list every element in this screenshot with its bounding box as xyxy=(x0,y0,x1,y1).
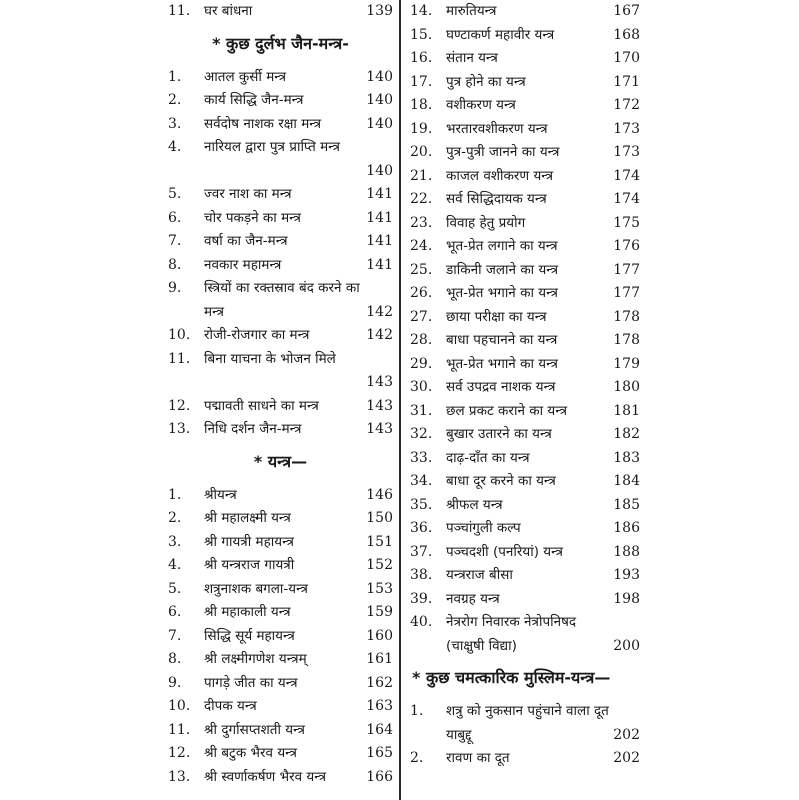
toc-entry xyxy=(410,447,640,471)
entry-number: 4. xyxy=(168,139,182,155)
entry-number: 7. xyxy=(168,627,182,644)
entry-title: सर्व सिद्धिदायक यन्त्र xyxy=(446,191,547,207)
entry-title: छाया परीक्षा का यन्त्र xyxy=(446,308,547,325)
entry-page: 200 xyxy=(613,637,640,654)
entry-number: 11. xyxy=(168,350,191,367)
entry-title: सर्व उपद्रव नाशक यन्त्र xyxy=(446,379,556,395)
entry-title: घण्टाकर्ण महावीर यन्त्र xyxy=(446,26,555,43)
toc-entry xyxy=(168,113,393,137)
entry-number: 6. xyxy=(168,604,182,620)
toc-entry xyxy=(168,254,393,278)
entry-number: 10. xyxy=(168,327,191,343)
entry-page: 143 xyxy=(366,421,393,437)
toc-entry xyxy=(168,230,393,254)
entry-page: 165 xyxy=(366,745,393,761)
toc-entry xyxy=(168,719,393,743)
entry-page: 140 xyxy=(366,115,393,132)
toc-entry xyxy=(410,71,640,95)
entry-title: पञ्चदशी (पनरियां) यन्त्र xyxy=(446,543,563,560)
toc-entry xyxy=(410,588,640,612)
entry-title: भरतारवशीकरण यन्त्र xyxy=(446,120,548,137)
toc-entry xyxy=(410,118,640,142)
entry-number: 16. xyxy=(410,50,433,66)
entry-number: 6. xyxy=(168,209,182,226)
toc-entry xyxy=(168,672,393,696)
entry-number: 2. xyxy=(168,92,182,108)
entry-number: 10. xyxy=(168,698,191,714)
entry-page: 166 xyxy=(366,768,393,785)
entry-title: ज्वर नाश का मन्त्र xyxy=(204,186,292,202)
entry-number: 8. xyxy=(168,256,182,273)
entry-page: 181 xyxy=(613,402,640,419)
entry-number: 40. xyxy=(410,614,433,630)
entry-page: 164 xyxy=(366,721,393,738)
entry-number: 24. xyxy=(410,238,433,254)
entry-page: 178 xyxy=(613,308,640,325)
entry-title: शत्रु को नुकसान पहुंचाने वाला दूत याबुद्दू xyxy=(446,703,609,743)
toc-entry xyxy=(410,47,640,71)
toc-entry xyxy=(168,578,393,602)
toc-entry xyxy=(410,212,640,236)
entry-page: 198 xyxy=(613,590,640,607)
entry-title: कार्य सिद्धि जैन-मन्त्र xyxy=(204,92,304,108)
entry-title: बाधा दूर करने का यन्त्र xyxy=(446,473,556,489)
yantra-list xyxy=(168,484,393,790)
entry-number: 12. xyxy=(168,397,191,414)
entry-page: 141 xyxy=(366,186,393,202)
entry-title: श्री यन्त्रराज गायत्री xyxy=(204,557,295,573)
entry-page: 173 xyxy=(613,120,640,137)
toc-entry xyxy=(168,277,393,324)
toc-entry xyxy=(410,0,640,24)
toc-entry xyxy=(168,695,393,719)
toc-entry xyxy=(410,494,640,518)
entry-number: 5. xyxy=(168,186,182,202)
entry-title: वशीकरण यन्त्र xyxy=(446,97,516,113)
toc-entry xyxy=(410,141,640,165)
entry-title: रोजी-रोजगार का मन्त्र xyxy=(204,327,310,343)
entry-number: 31. xyxy=(410,402,433,419)
entry-title: श्री दुर्गासप्तशती यन्त्र xyxy=(204,721,305,738)
entry-number: 3. xyxy=(168,533,182,550)
entry-page: 141 xyxy=(366,233,393,249)
entry-page: 151 xyxy=(366,533,393,550)
entry-title: स्त्रियों का रक्तस्राव बंद करने का मन्त्र xyxy=(204,280,360,320)
toc-entry xyxy=(168,324,393,348)
entry-title: छल प्रकट कराने का यन्त्र xyxy=(446,402,568,419)
entry-title: नवग्रह यन्त्र xyxy=(446,590,500,607)
entry-page: 168 xyxy=(613,26,640,43)
entry-page: 184 xyxy=(613,473,640,489)
entry-number: 33. xyxy=(410,449,433,466)
toc-entry xyxy=(410,611,640,658)
entry-title: सर्वदोष नाशक रक्षा मन्त्र xyxy=(204,115,322,132)
entry-number: 39. xyxy=(410,590,433,607)
toc-entry xyxy=(168,742,393,766)
toc-entry xyxy=(168,625,393,649)
toc-entry xyxy=(410,235,640,259)
entry-number: 30. xyxy=(410,379,433,395)
entry-page: 171 xyxy=(613,73,640,90)
entry-number: 8. xyxy=(168,651,182,667)
entry-title: चोर पकड़ने का मन्त्र xyxy=(204,209,301,226)
entry-page: 161 xyxy=(366,651,393,667)
entry-number: 34. xyxy=(410,473,433,489)
toc-entry xyxy=(410,564,640,588)
jain-mantra-list xyxy=(168,66,393,442)
column-divider xyxy=(399,0,401,800)
entry-page: 182 xyxy=(613,426,640,442)
entry-title: पागड़े जीत का यन्त्र xyxy=(204,674,298,691)
entry-page: 139 xyxy=(366,3,393,19)
entry-page: 142 xyxy=(366,303,393,320)
entry-page: 202 xyxy=(613,750,640,766)
entry-title: श्रीफल यन्त्र xyxy=(446,496,503,513)
entry-title: भूत-प्रेत लगाने का यन्त्र xyxy=(446,238,558,254)
entry-page: 176 xyxy=(613,238,640,254)
entry-title: आतल कुर्सी मन्त्र xyxy=(204,68,287,85)
toc-entry xyxy=(410,470,640,494)
entry-page: 140 xyxy=(366,92,393,108)
entry-number: 21. xyxy=(410,167,433,184)
toc-entry xyxy=(168,418,393,442)
entry-page: 152 xyxy=(366,557,393,573)
entry-number: 23. xyxy=(410,214,433,231)
entry-title: पञ्चांगुली कल्प xyxy=(446,520,521,536)
entry-number: 9. xyxy=(168,280,182,296)
entry-title: शत्रुनाशक बगला-यन्त्र xyxy=(204,580,308,597)
entry-title: पुत्र होने का यन्त्र xyxy=(446,73,526,90)
entry-number: 11. xyxy=(168,3,191,19)
toc-entry xyxy=(168,531,393,555)
toc-entry xyxy=(410,747,640,771)
entry-number: 19. xyxy=(410,120,433,137)
entry-number: 32. xyxy=(410,426,433,442)
entry-title: बुखार उतारने का यन्त्र xyxy=(446,426,552,442)
entry-page: 150 xyxy=(366,510,393,526)
entry-page: 188 xyxy=(613,543,640,560)
entry-number: 13. xyxy=(168,768,191,785)
entry-number: 3. xyxy=(168,115,182,132)
toc-entry xyxy=(410,282,640,306)
muslim-yantra-list xyxy=(410,700,640,771)
entry-page: 193 xyxy=(613,567,640,583)
toc-entry xyxy=(410,700,640,747)
section-heading-yantra: * यन्त्र— xyxy=(253,451,308,471)
toc-entry xyxy=(410,165,640,189)
entry-title: निधि दर्शन जैन-मन्त्र xyxy=(204,421,302,437)
entry-page: 140 xyxy=(366,68,393,85)
entry-number: 2. xyxy=(410,750,424,766)
entry-page: 162 xyxy=(366,674,393,691)
entry-title: काजल वशीकरण यन्त्र xyxy=(446,167,554,184)
entry-title: श्रीयन्त्र xyxy=(204,486,237,503)
toc-entry xyxy=(410,188,640,212)
entry-number: 15. xyxy=(410,26,433,43)
entry-page: 146 xyxy=(366,486,393,503)
entry-title: श्री महालक्ष्मी यन्त्र xyxy=(204,510,291,526)
right-column xyxy=(410,0,640,771)
entry-title: दीपक यन्त्र xyxy=(204,698,257,714)
entry-title: बिना याचना के भोजन मिले xyxy=(204,350,336,367)
toc-entry xyxy=(168,136,393,183)
entry-title: विवाह हेतु प्रयोग xyxy=(446,214,526,231)
entry-number: 1. xyxy=(410,703,424,719)
toc-entry xyxy=(168,348,393,395)
entry-number: 36. xyxy=(410,520,433,536)
entry-page: 142 xyxy=(366,327,393,343)
entry-title: वर्षा का जैन-मन्त्र xyxy=(204,233,288,249)
entry-page: 140 xyxy=(366,162,393,179)
entry-number: 26. xyxy=(410,285,433,301)
entry-page: 177 xyxy=(613,261,640,278)
entry-page: 178 xyxy=(613,332,640,348)
entry-title: मारुतियन्त्र xyxy=(446,3,497,19)
toc-entry xyxy=(410,353,640,377)
entry-title: श्री गायत्री महायन्त्र xyxy=(204,533,294,550)
entry-title: सिद्धि सूर्य महायन्त्र xyxy=(204,627,295,644)
entry-number: 29. xyxy=(410,355,433,372)
entry-title: श्री महाकाली यन्त्र xyxy=(204,604,291,620)
entry-number: 2. xyxy=(168,510,182,526)
entry-page: 141 xyxy=(366,256,393,273)
toc-entry xyxy=(168,554,393,578)
entry-title: बाधा पहचानने का यन्त्र xyxy=(446,332,558,348)
entry-title: भूत-प्रेत भगाने का यन्त्र xyxy=(446,285,558,301)
entry-title: पुत्र-पुत्री जानने का यन्त्र xyxy=(446,144,560,160)
toc-entry xyxy=(410,329,640,353)
toc-entry xyxy=(168,66,393,90)
entry-number: 9. xyxy=(168,674,182,691)
toc-entry xyxy=(168,207,393,231)
entry-title: रावण का दूत xyxy=(446,750,510,766)
entry-page: 183 xyxy=(613,449,640,466)
entry-number: 22. xyxy=(410,191,433,207)
entry-number: 35. xyxy=(410,496,433,513)
toc-entry xyxy=(168,395,393,419)
toc-entry xyxy=(168,507,393,531)
toc-entry xyxy=(410,259,640,283)
entry-number: 17. xyxy=(410,73,433,90)
toc-entry xyxy=(410,376,640,400)
entry-page: 177 xyxy=(613,285,640,301)
toc-entry xyxy=(168,648,393,672)
entry-title: नवकार महामन्त्र xyxy=(204,256,282,273)
entry-number: 27. xyxy=(410,308,433,325)
entry-number: 7. xyxy=(168,233,182,249)
entry-page: 160 xyxy=(366,627,393,644)
entry-number: 18. xyxy=(410,97,433,113)
toc-entry xyxy=(168,0,393,24)
entry-title: भूत-प्रेत भगाने का यन्त्र xyxy=(446,355,558,372)
entry-title: घर बांधना xyxy=(204,3,253,19)
entry-number: 13. xyxy=(168,421,191,437)
entry-title: यन्त्रराज बीसा xyxy=(446,567,513,583)
entry-title: पद्मावती साधने का मन्त्र xyxy=(204,397,319,414)
toc-entry xyxy=(168,89,393,113)
entry-page: 179 xyxy=(613,355,640,372)
left-column xyxy=(168,0,393,789)
entry-page: 141 xyxy=(366,209,393,226)
entry-page: 180 xyxy=(613,379,640,395)
entry-title: संतान यन्त्र xyxy=(446,50,498,66)
toc-entry xyxy=(168,601,393,625)
entry-page: 172 xyxy=(613,97,640,113)
entry-title: डाकिनी जलाने का यन्त्र xyxy=(446,261,559,278)
entry-page: 143 xyxy=(366,374,393,390)
entry-number: 1. xyxy=(168,68,182,85)
entry-page: 202 xyxy=(613,726,640,743)
entry-title: नारियल द्वारा पुत्र प्राप्ति मन्त्र xyxy=(204,139,340,155)
entry-number: 20. xyxy=(410,144,433,160)
entry-page: 186 xyxy=(613,520,640,536)
entry-number: 11. xyxy=(168,721,191,738)
toc-entry xyxy=(410,24,640,48)
entry-page: 175 xyxy=(613,214,640,231)
section-heading-jain-mantra: * कुछ दुर्लभ जैन-मन्त्र- xyxy=(212,33,349,53)
entry-title: श्री बटुक भैरव यन्त्र xyxy=(204,745,297,761)
entry-page: 174 xyxy=(613,191,640,207)
entry-number: 14. xyxy=(410,3,433,19)
entry-number: 5. xyxy=(168,580,182,597)
section-heading-muslim-yantra: * कुछ चमत्कारिक मुस्लिम-यन्त्र— xyxy=(412,668,611,687)
toc-entry xyxy=(168,183,393,207)
entry-number: 28. xyxy=(410,332,433,348)
entry-title: दाढ़-दाँत का यन्त्र xyxy=(446,449,530,466)
entry-number: 25. xyxy=(410,261,433,278)
entry-page: 163 xyxy=(366,698,393,714)
entry-page: 170 xyxy=(613,50,640,66)
entry-page: 173 xyxy=(613,144,640,160)
entry-page: 174 xyxy=(613,167,640,184)
entry-page: 167 xyxy=(613,3,640,19)
toc-entry xyxy=(410,423,640,447)
entry-page: 159 xyxy=(366,604,393,620)
entry-title: नेत्ररोग निवारक नेत्रोपनिषद (चाक्षुषी विद्या) xyxy=(446,614,577,654)
toc-entry xyxy=(410,400,640,424)
entry-number: 38. xyxy=(410,567,433,583)
entry-number: 12. xyxy=(168,745,191,761)
toc-entry xyxy=(410,517,640,541)
toc-entry xyxy=(168,484,393,508)
toc-entry xyxy=(410,306,640,330)
entry-number: 4. xyxy=(168,557,182,573)
entry-number: 37. xyxy=(410,543,433,560)
entry-page: 153 xyxy=(366,580,393,597)
entry-page: 143 xyxy=(366,397,393,414)
entry-title: श्री स्वर्णाकर्षण भैरव यन्त्र xyxy=(204,768,327,785)
toc-entry xyxy=(410,94,640,118)
entry-page: 185 xyxy=(613,496,640,513)
yantra-list-continued xyxy=(410,0,640,658)
entry-number: 1. xyxy=(168,486,182,503)
toc-entry xyxy=(168,766,393,790)
entry-title: श्री लक्ष्मीगणेश यन्त्रम् xyxy=(204,651,307,667)
toc-entry xyxy=(410,541,640,565)
